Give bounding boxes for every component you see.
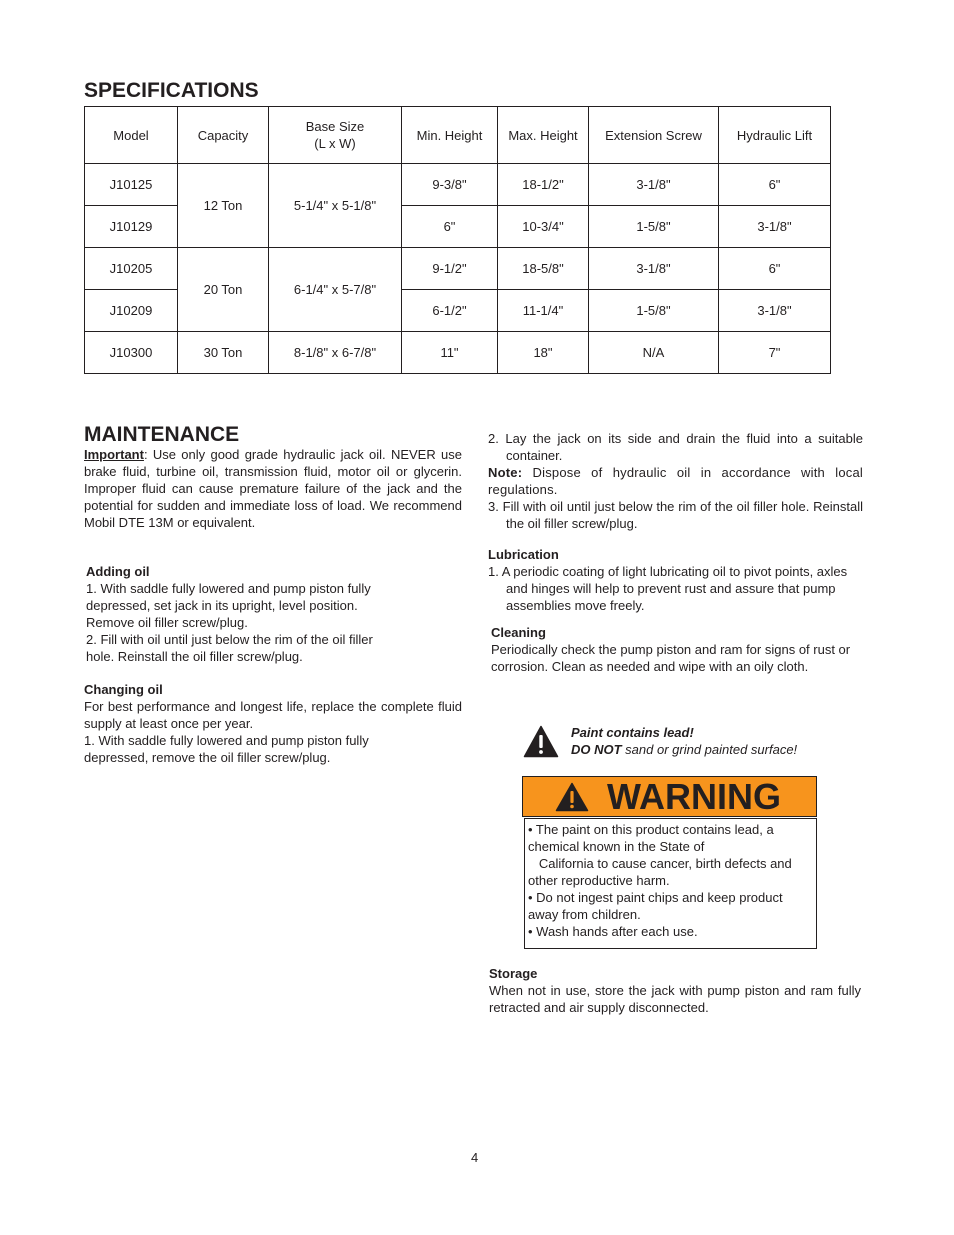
lead-notice-line1: Paint contains lead! xyxy=(571,725,694,740)
lubrication-section xyxy=(488,546,866,614)
right-column-steps xyxy=(488,430,863,532)
note-label: Note: xyxy=(488,465,523,480)
cell-hydraulic-lift: 6" xyxy=(719,164,831,206)
cell-model: J10300 xyxy=(85,332,178,374)
changing-oil-section xyxy=(84,681,462,766)
storage-text: When not in use, store the jack with pump piston and ram fully retracted and air supply disconnected. xyxy=(489,983,861,1015)
header-base-size: Base Size (L x W) xyxy=(269,107,402,164)
cell-extension-screw: 1-5/8" xyxy=(589,206,719,248)
warning-bullet2-line1: • Do not ingest paint chips and keep product xyxy=(528,890,783,905)
adding-oil-section xyxy=(86,563,466,665)
table-header-row xyxy=(85,107,831,164)
table-row xyxy=(85,248,831,290)
maintenance-heading: MAINTENANCE xyxy=(84,423,240,446)
adding-oil-step1-line1: 1. With saddle fully lowered and pump piston fully xyxy=(86,581,371,596)
cell-model: J10205 xyxy=(85,248,178,290)
storage-heading: Storage xyxy=(489,966,538,981)
changing-oil-step1-line1: 1. With saddle fully lowered and pump piston fully xyxy=(84,733,369,748)
header-max-height: Max. Height xyxy=(498,107,589,164)
header-model: Model xyxy=(85,107,178,164)
warning-bullet1-line4: other reproductive harm. xyxy=(528,873,670,888)
warning-bullet1-line2: chemical known in the State of xyxy=(528,839,705,854)
adding-oil-step1-line2: depressed, set jack in its upright, level position. xyxy=(86,598,358,613)
note-text: Dispose of hydraulic oil in accordance with local regulations. xyxy=(488,465,863,497)
cell-capacity: 30 Ton xyxy=(178,332,269,374)
cell-base-size: 6-1/4" x 5-7/8" xyxy=(269,248,402,332)
important-paragraph xyxy=(84,446,462,531)
cell-extension-screw: N/A xyxy=(589,332,719,374)
cell-min-height: 9-3/8" xyxy=(402,164,498,206)
adding-oil-step2-line2: hole. Reinstall the oil filler screw/plug. xyxy=(86,649,303,664)
disposal-note xyxy=(488,464,863,498)
cell-extension-screw: 1-5/8" xyxy=(589,290,719,332)
adding-oil-heading: Adding oil xyxy=(86,564,150,579)
important-text: : Use only good grade hydraulic jack oil. NEVER use brake fluid, turbine oil, transmission fluid, motor oil or glycerin. Improper fluid can cause premature failure of the jack and the potential for sudden and immediate loss of load. We recommend Mobil DTE 13M or equivalent. xyxy=(84,447,462,530)
cell-max-height: 18-5/8" xyxy=(498,248,589,290)
cell-max-height: 11-1/4" xyxy=(498,290,589,332)
lead-notice-line2: DO NOT sand or grind painted surface! xyxy=(571,742,798,757)
storage-section xyxy=(489,965,861,1016)
cell-base-size: 8-1/8" x 6-7/8" xyxy=(269,332,402,374)
cell-model: J10129 xyxy=(85,206,178,248)
cell-model: J10125 xyxy=(85,164,178,206)
specifications-heading: SPECIFICATIONS xyxy=(84,79,259,102)
table-row xyxy=(85,332,831,374)
cell-base-size: 5-1/4" x 5-1/8" xyxy=(269,164,402,248)
header-hydraulic-lift: Hydraulic Lift xyxy=(719,107,831,164)
specifications-table xyxy=(84,106,831,374)
lubrication-heading: Lubrication xyxy=(488,547,559,562)
warning-text-box xyxy=(524,818,817,949)
table-row xyxy=(85,164,831,206)
lead-paint-notice xyxy=(571,724,797,758)
changing-oil-intro: For best performance and longest life, replace the complete fluid supply at least once per year. xyxy=(84,699,462,731)
cell-hydraulic-lift: 7" xyxy=(719,332,831,374)
header-extension-screw: Extension Screw xyxy=(589,107,719,164)
cell-min-height: 9-1/2" xyxy=(402,248,498,290)
changing-oil-step1-line2: depressed, remove the oil filler screw/plug. xyxy=(84,750,331,765)
warning-banner-icon xyxy=(555,782,589,812)
cell-min-height: 6-1/2" xyxy=(402,290,498,332)
warning-triangle-icon xyxy=(523,725,559,758)
step3-fill: 3. Fill with oil until just below the rim of the oil filler hole. Reinstall the oil filler screw/plug. xyxy=(488,499,863,531)
cell-hydraulic-lift: 6" xyxy=(719,248,831,290)
cell-extension-screw: 3-1/8" xyxy=(589,164,719,206)
cell-hydraulic-lift: 3-1/8" xyxy=(719,206,831,248)
step2-drain: 2. Lay the jack on its side and drain the fluid into a suitable container. xyxy=(488,431,863,463)
important-label: Important xyxy=(84,447,144,462)
cell-max-height: 18" xyxy=(498,332,589,374)
cell-capacity: 20 Ton xyxy=(178,248,269,332)
adding-oil-step2-line1: 2. Fill with oil until just below the rim of the oil filler xyxy=(86,632,373,647)
warning-banner xyxy=(522,776,817,817)
header-min-height: Min. Height xyxy=(402,107,498,164)
cleaning-heading: Cleaning xyxy=(491,625,546,640)
cell-extension-screw: 3-1/8" xyxy=(589,248,719,290)
adding-oil-step1-line3: Remove oil filler screw/plug. xyxy=(86,615,248,630)
cell-max-height: 18-1/2" xyxy=(498,164,589,206)
warning-bullet1-line1: • The paint on this product contains lead, a xyxy=(528,822,774,837)
cell-min-height: 11" xyxy=(402,332,498,374)
changing-oil-heading: Changing oil xyxy=(84,682,163,697)
cleaning-section xyxy=(491,624,875,675)
cell-hydraulic-lift: 3-1/8" xyxy=(719,290,831,332)
warning-bullet3: • Wash hands after each use. xyxy=(528,924,698,939)
cell-min-height: 6" xyxy=(402,206,498,248)
cell-max-height: 10-3/4" xyxy=(498,206,589,248)
cell-model: J10209 xyxy=(85,290,178,332)
warning-bullet2-line2: away from children. xyxy=(528,907,641,922)
warning-label: WARNING xyxy=(607,776,781,817)
header-capacity: Capacity xyxy=(178,107,269,164)
page-number: 4 xyxy=(471,1150,479,1165)
warning-bullet1-line3: California to cause cancer, birth defects and xyxy=(528,856,792,871)
cell-capacity: 12 Ton xyxy=(178,164,269,248)
lubrication-text: 1. A periodic coating of light lubricating oil to pivot points, axles and hinges will help to prevent rust and assure that pump assemblies move freely. xyxy=(488,564,848,613)
cleaning-text: Periodically check the pump piston and ram for signs of rust or corrosion. Clean as needed and wipe with an oily cloth. xyxy=(491,642,851,674)
